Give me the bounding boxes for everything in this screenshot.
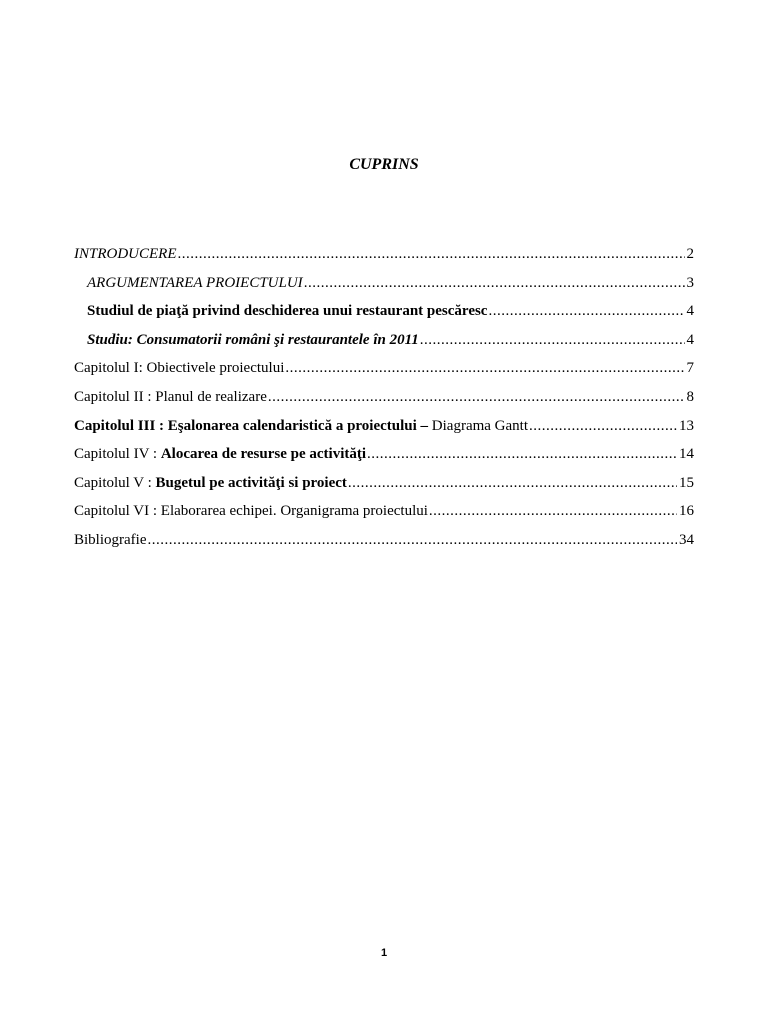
- toc-entry-label: INTRODUCERE: [74, 246, 177, 262]
- table-of-contents: [74, 240, 694, 555]
- toc-entry-page: 34: [679, 531, 694, 548]
- toc-entry-capitolul-5[interactable]: [74, 469, 694, 498]
- toc-leader-dots: [268, 383, 685, 412]
- toc-leader-dots: [420, 326, 685, 355]
- toc-entry-capitolul-3[interactable]: [74, 412, 694, 441]
- toc-entry-introducere[interactable]: [74, 240, 694, 269]
- toc-entry-page: 4: [686, 331, 694, 348]
- toc-entry-label-rest: Diagrama Gantt: [428, 417, 529, 434]
- toc-entry-label: [87, 297, 487, 326]
- toc-entry-label: [74, 412, 528, 441]
- toc-entry-page: 8: [686, 388, 694, 405]
- toc-entry-page: 2: [686, 246, 694, 262]
- toc-entry-capitolul-6[interactable]: [74, 497, 694, 526]
- toc-leader-dots: [488, 297, 684, 326]
- toc-entry-page: 13: [679, 417, 694, 434]
- toc-entry-page: 15: [679, 474, 694, 491]
- toc-entry-label: [74, 440, 366, 469]
- toc-entry-page: 14: [679, 446, 694, 463]
- toc-entry-page: 4: [686, 303, 694, 320]
- toc-leader-dots: [147, 526, 677, 555]
- toc-entry-page: 3: [686, 274, 694, 291]
- toc-entry-label-bold: Studiul de piaţă privind deschiderea unui restaurant pescăresc: [87, 303, 488, 320]
- toc-entry-label-plain: Capitolul V :: [74, 474, 156, 491]
- toc-leader-dots: [178, 240, 685, 269]
- toc-entry-page: 7: [686, 360, 694, 377]
- page-number: 1: [380, 947, 388, 959]
- toc-entry-label-plain: Capitolul IV :: [74, 446, 161, 463]
- toc-entry-argumentarea[interactable]: [74, 269, 694, 298]
- toc-leader-dots: [367, 440, 677, 469]
- toc-entry-label: [87, 326, 419, 355]
- toc-entry-studiu-consumatorii[interactable]: [74, 326, 694, 355]
- toc-entry-page: 16: [679, 503, 694, 520]
- toc-entry-label: [74, 469, 347, 498]
- toc-entry-label: Capitolul VI : Elaborarea echipei. Organigrama proiectului: [74, 503, 428, 520]
- toc-entry-studiul-de-piata[interactable]: [74, 297, 694, 326]
- toc-entry-capitolul-2[interactable]: [74, 383, 694, 412]
- toc-entry-label: Bibliografie: [74, 531, 147, 548]
- toc-leader-dots: [348, 469, 677, 498]
- toc-entry-bibliografie[interactable]: [74, 526, 694, 555]
- toc-leader-dots: [285, 354, 684, 383]
- toc-entry-label-bold: Bugetul pe activităţi si proiect: [155, 474, 347, 491]
- toc-entry-label-bold: Capitolul III : Eşalonarea calendaristică a proiectului –: [74, 417, 429, 434]
- toc-entry-label-bold: Alocarea de resurse pe activităţi: [160, 446, 367, 463]
- toc-entry-label-bold-italic: Studiu: Consumatorii români şi restaurantele în 2011: [87, 331, 419, 348]
- toc-entry-label: Capitolul II : Planul de realizare: [74, 388, 267, 405]
- toc-entry-label: ARGUMENTAREA PROIECTULUI: [87, 274, 303, 291]
- toc-leader-dots: [304, 269, 685, 298]
- toc-entry-capitolul-1[interactable]: [74, 354, 694, 383]
- toc-title: CUPRINS: [349, 156, 419, 173]
- toc-entry-capitolul-4[interactable]: [74, 440, 694, 469]
- toc-leader-dots: [429, 497, 677, 526]
- toc-entry-label: Capitolul I: Obiectivele proiectului: [74, 360, 285, 377]
- toc-leader-dots: [529, 412, 677, 441]
